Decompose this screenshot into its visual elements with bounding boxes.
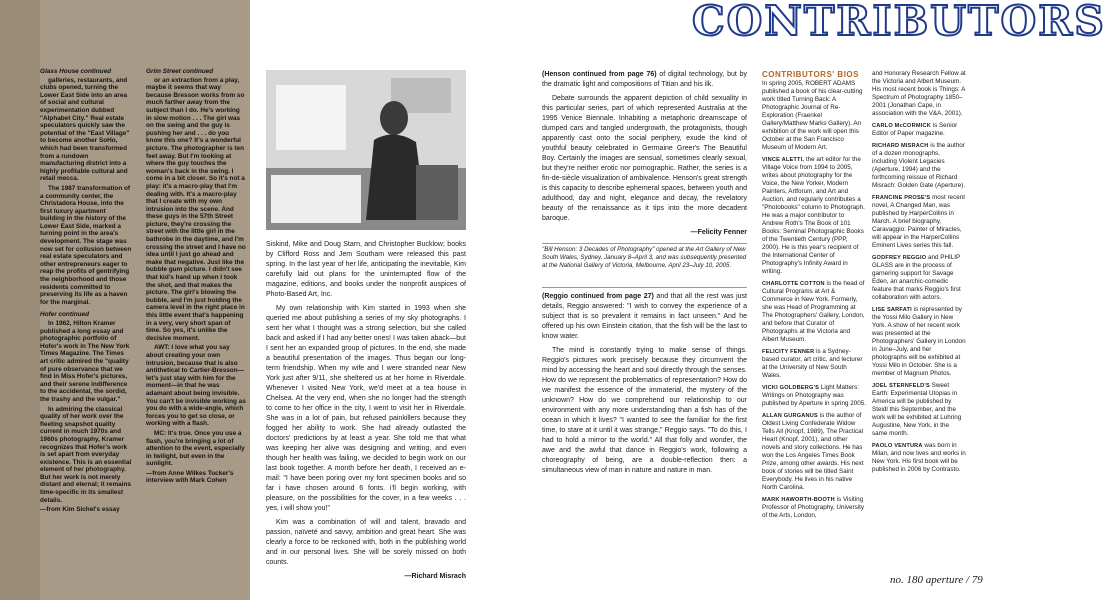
portrait-photo [266,70,466,230]
section-head: Grim Street continued [146,68,214,75]
bios-heading: CONTRIBUTORS' BIOS [762,70,859,79]
sidebar-strip [0,0,40,600]
credit: —from Kim Sichel's essay [40,506,120,514]
tribute-text [266,240,466,582]
paragraph: My own relationship with Kim started in 1993 when she queried me about publishing a series of my sky photographs. I sent her what I thought was a strong selection, but she called back and asked if I had any better ones! I was taken aback—but I sent her an expanded group of pictures. In the end, she made a beautiful presentation of the images. Thus began our long-term friendship. When my wife and I were stranded near New York just after 9/11, she sheltered us at her home in Riverdale. Whenever I visited New York, we'd meet at a tea house in Chelsea. At the very end, when she no longer had the strength to come to her office in the city, I went to visit her in Riverdale. She was in a lot of pain, but refused painkillers because they fogged her ability to work. She had already outlasted the doctors' predictions by at least a year. She told me that what was keeping her alive was designing and writing, and even though her health was failing, we decided to begin work on our last book together. A month before her death, I received an e-mail: "I have been poring over my font specimen books and so far i have chosen around 6 fonts. i'll begin working, with pleasure, on the possibilities for the cover, in a few weeks . . . yes, i will show you!" [266,305,466,512]
paragraph [542,70,747,90]
bio-entry: CHARLOTTE COTTON is the head of Cultural Programs at Art & Commerce in New York. Formerly, she was Head of Programming at The Photographers' Gallery, London, and before that Curator of Photographs at the Victoria and Albert Museum. [762,280,865,343]
bio-entry: VICKI GOLDBERG'S Light Matters: Writings on Photography was published by Aperture in spring 2005. [762,384,866,407]
bio-entry: LISE SARFATI is represented by the Yossi Milo Gallery in New York. A show of her recent work was presented at the Photographers' Gallery in London in June–July, and her photographs will be exhibited at Yossi Milo in October. She is a member of Magnum Photos. [872,306,966,377]
paragraph: Kim was a combination of will and talent, bravado and passion, naïveté and savvy, ambition and great heart. She was clearly a force to be reckoned with, both in the publishing world and in our personal lives. She will be sorely missed on both counts. [266,519,466,566]
sidebar-col-left [40,68,132,514]
lead-text: of digital technology, but by the dramatic light and compositions of Titian and his ilk. [542,71,747,88]
bios-col-left [762,80,866,524]
bio-entry: and Honorary Research Fellow at the Victoria and Albert Museum. His most recent book is Things: A Spectrum of Photography 1850–2001 (Jonathan Cape, in association with the V&A, 2001). [872,70,966,117]
bio-entry: In spring 2005, ROBERT ADAMS published a book of his clear-cutting work titled Turning Back: A Photographic Journal of Re-Exploration (Fraenkel Gallery/Matthew Marks Gallery). An exhibition of the work will open this October at the San Francisco Museum of Modern Art. [762,80,863,151]
paragraph [542,292,747,342]
section-head: Glass House continued [40,68,112,75]
paragraph: The mind is constantly trying to make sense of things. Reggio's pictures work precisely because they circumvent the mind by accessing the heart and soul directly through the senses. How do we represent the problematics of representation? How do we manifest the essence of the immaterial, the mystery of the unknown? How do we comprehend our relationship to our environment with any more understanding than a fish has of the ocean in which it lives? "I wanted to see the familiar for the first time, to stare at it until it was strange," Reggio says. "To do this, I had to hold a mirror to the world." All that folly and wonder, the awe and the awful that dance in Reggio's work, following a choreography of being, are a double-reflection then: a simultaneous view of man in nature and nature in man. [542,347,747,474]
credit: —from Anne Wilkes Tucker's interview with Mark Cohen [146,469,234,485]
paragraph: The 1987 transformation of a community center, the Christadora House, into the first luxury apartment building in the history of the Lower East Side, marked a turning point in the area's development. The stage was now set for collusion between real estate speculators and other entrepreneurs eager to reap the profits of gentrifying the neighborhood and those residents committed to preserving its life as a haven for the marginal. [40,184,132,306]
paragraph: or an extraction from a play, maybe it seems that way because Bresson works from so much farther away from the subject than I do. He's working in slow motion . . . The girl was on the swing and the guy is pushing her and . . . do you know this one? It's a wonderful picture. The photographer is ten feet away. But I'm looking at where the guy touches the woman's back in the swing. I come in a bit closer. So it's not a play: it's a macro-play that I'm dealing with. It's a macro-play that I create with my own intrusion into the scene. And these guys in the 57th Street picture, they're crossing the street with the little girl in the bathrobe in the daytime, and I'm crossing the street and I have no idea until I just go ahead and make that negative. Just like the bubble gum picture. I didn't see that kid's hand up when I took the shot, and that makes the picture. The girl's blowing the bubble, and I'm just holding the camera level in the right place in this little event that's happening in a very, very short span of time. So yes, it's unlike the decisive moment. [146,76,246,342]
paragraph: Siskind, Mike and Doug Starn, and Christopher Bucklow; books by Clifford Ross and Jem Southam were released this past spring. In the last year of her life, anticipating the inevitable, Kim carefully laid out plans for the uninterrupted flow of the magazine, editions, and books under the nonprofit auspices of Photo-Based Art, Inc. [266,241,466,298]
bio-entry: GODFREY REGGIO and PHILIP GLASS are in the process of garnering support for Savage Eden, an anarchic-comedic feature that marks Reggio's first collaboration with actors. [872,254,961,301]
section-head: Hofer continued [40,311,89,319]
author-signature: —Richard Misrach [404,573,466,580]
paragraph: In admiring the classical quality of her work over the fleeting snapshot quality current in much 1970s and 1960s photography, Kramer recognizes that Hofer's work is set apart from everyday existence. This is an essential element of her photography. But her work is not merely distant and eternal; it remains time-specific in its smallest details. [40,405,132,504]
paragraph: In 1962, Hilton Kramer published a long essay and photographic portfolio of Hofer's work in The New York Times Magazine. The Times art critic admired the "quality of pure observance that we find in Miss Hofer's pictures, and their serene indifference to the accidental, the sordid, the trashy and the vulgar." [40,320,130,403]
bio-entry: CARLO McCORMICK is Senior Editor of Paper magazine. [872,122,958,137]
continued-lead: (Reggio continued from page 27) [542,293,654,300]
bio-entry: MARK HAWORTH-BOOTH is Visiting Professor of Photography, University of the Arts, London, [762,496,865,519]
sidebar-col-right [146,68,246,485]
henson-text [542,70,747,238]
bio-entry: VINCE ALETTI, the art editor for the Village Voice from 1994 to 2005, writes about photography for the Voice, the New Yorker, Modern Painters, Artforum, and Art and Auction, and regularly contributes a "Photobooks" column to Photograph. He was a major contributor to Andrew Roth's The Book of 101 Books: Seminal Photographic Books of the Twentieth Century (PPP, 2000). He is this year's recipient of the International Center of Photography's Infinity Award in writing. [762,156,865,275]
page-title: CONTRIBUTORS [692,0,1106,45]
bios-col-right [872,70,966,478]
bio-entry: FELICITY FENNER is a Sydney-based curator, art critic, and lecturer at the University of New South Wales. [762,348,863,379]
photo-image [266,70,466,230]
bio-entry: FRANCINE PROSE'S most recent novel, A Changed Man, was published by HarperCollins in March. A brief biography, Caravaggio: Painter of Miracles, will appear in the HarperCollins Eminent Lives series this fall. [872,194,965,249]
bio-entry: RICHARD MISRACH is the author of a dozen monographs, including Violent Legacies (Aperture, 1994) and the forthcoming reissue of Richard Misrach: Golden Gate (Aperture). [872,142,966,189]
paragraph: Debate surrounds the apparent depiction of child sexuality in this particular series, part of which represented Australia at the 1995 Venice Biennale. Inhabiting a metaphoric dreamscape of dumped cars and tangled undergrowth, the protagonists, though apparently cast onto the social periphery, exude the kind of youthful beauty celebrated in Germaine Greer's The Beautiful Boy. Certainly the images are sensual, sometimes clearly sexual, but they're neither erotic nor pornographic. Rather, the series is a fin-de-siècle visualization of ambivalence. Henson's great strength is this capacity to describe ephemeral spaces, between youth and adulthood, day and night, elegance and decay, the revelatory beauty of the renaissance as it tips into the more decadent baroque. [542,95,747,222]
paragraph: galleries, restaurants, and clubs opened, turning the Lower East Side into an area of social and cultural experimentation dubbed "Alphabet City." Real estate speculators quickly saw the potential of the "East Village" to become another SoHo, which had been transformed from a rundown manufacturing district into a highly profitable cultural and retail mecca. [40,76,130,183]
divider [542,287,747,288]
lead-text: and that all the rest was just details, Reggio answered: "I wish to convey the experience of a subject that is so prevalent it remains in fact unseen." And he offered up his own Einstein citation, that the fish will be the last to know water. [542,293,747,340]
bio-entry: ALLAN GURGANUS is the author of Oldest Living Confederate Widow Tells All (Knopf, 1989), The Practical Heart (Knopf, 2001), and other novels and story collections. He has won the Los Angeles Times Book Prize, among other awards. His next book of stories will be titled Saint Everybody. He lives in his native North Carolina. [762,412,864,491]
continued-lead: (Henson continued from page 76) [542,71,657,78]
author-signature: —Felicity Fenner [690,229,747,236]
bio-entry: JOEL STERNFELD'S Sweet Earth: Experimental Utopias in America will be published by Steidl this September, and the work will be exhibited at Luhring Augustine, New York, in the same month. [872,382,962,437]
paragraph: MC: It's true. Once you use a flash, you're bringing a lot of attention to the event, especially in twilight, but even in the sunlight. [146,429,245,468]
exhibition-caption: "Bill Henson: 3 Decades of Photography" opened at the Art Gallery of New South Wales, Sydney, January 8–April 3, and was subsequently presented at the National Gallery of Victoria, Melbourne, April 23–July 10, 2005. [542,243,747,270]
bio-entry: PAOLO VENTURA was born in Milan, and now lives and works in New York. His first book will be published in 2006 by Contrasto. [872,442,966,473]
page-folio: no. 180 aperture / 79 [890,574,983,586]
paragraph: AWT: I love what you say about creating your own intrusion, because that is also antithetical to Cartier-Bresson—let's just stay with him for the moment—in that he was adamant about being invisible. You can't be invisible working as you do with a wide-angle, which forces you to get so close, or working with a flash. [146,344,246,428]
reggio-text [542,292,747,480]
sidebar-panel [0,0,250,600]
